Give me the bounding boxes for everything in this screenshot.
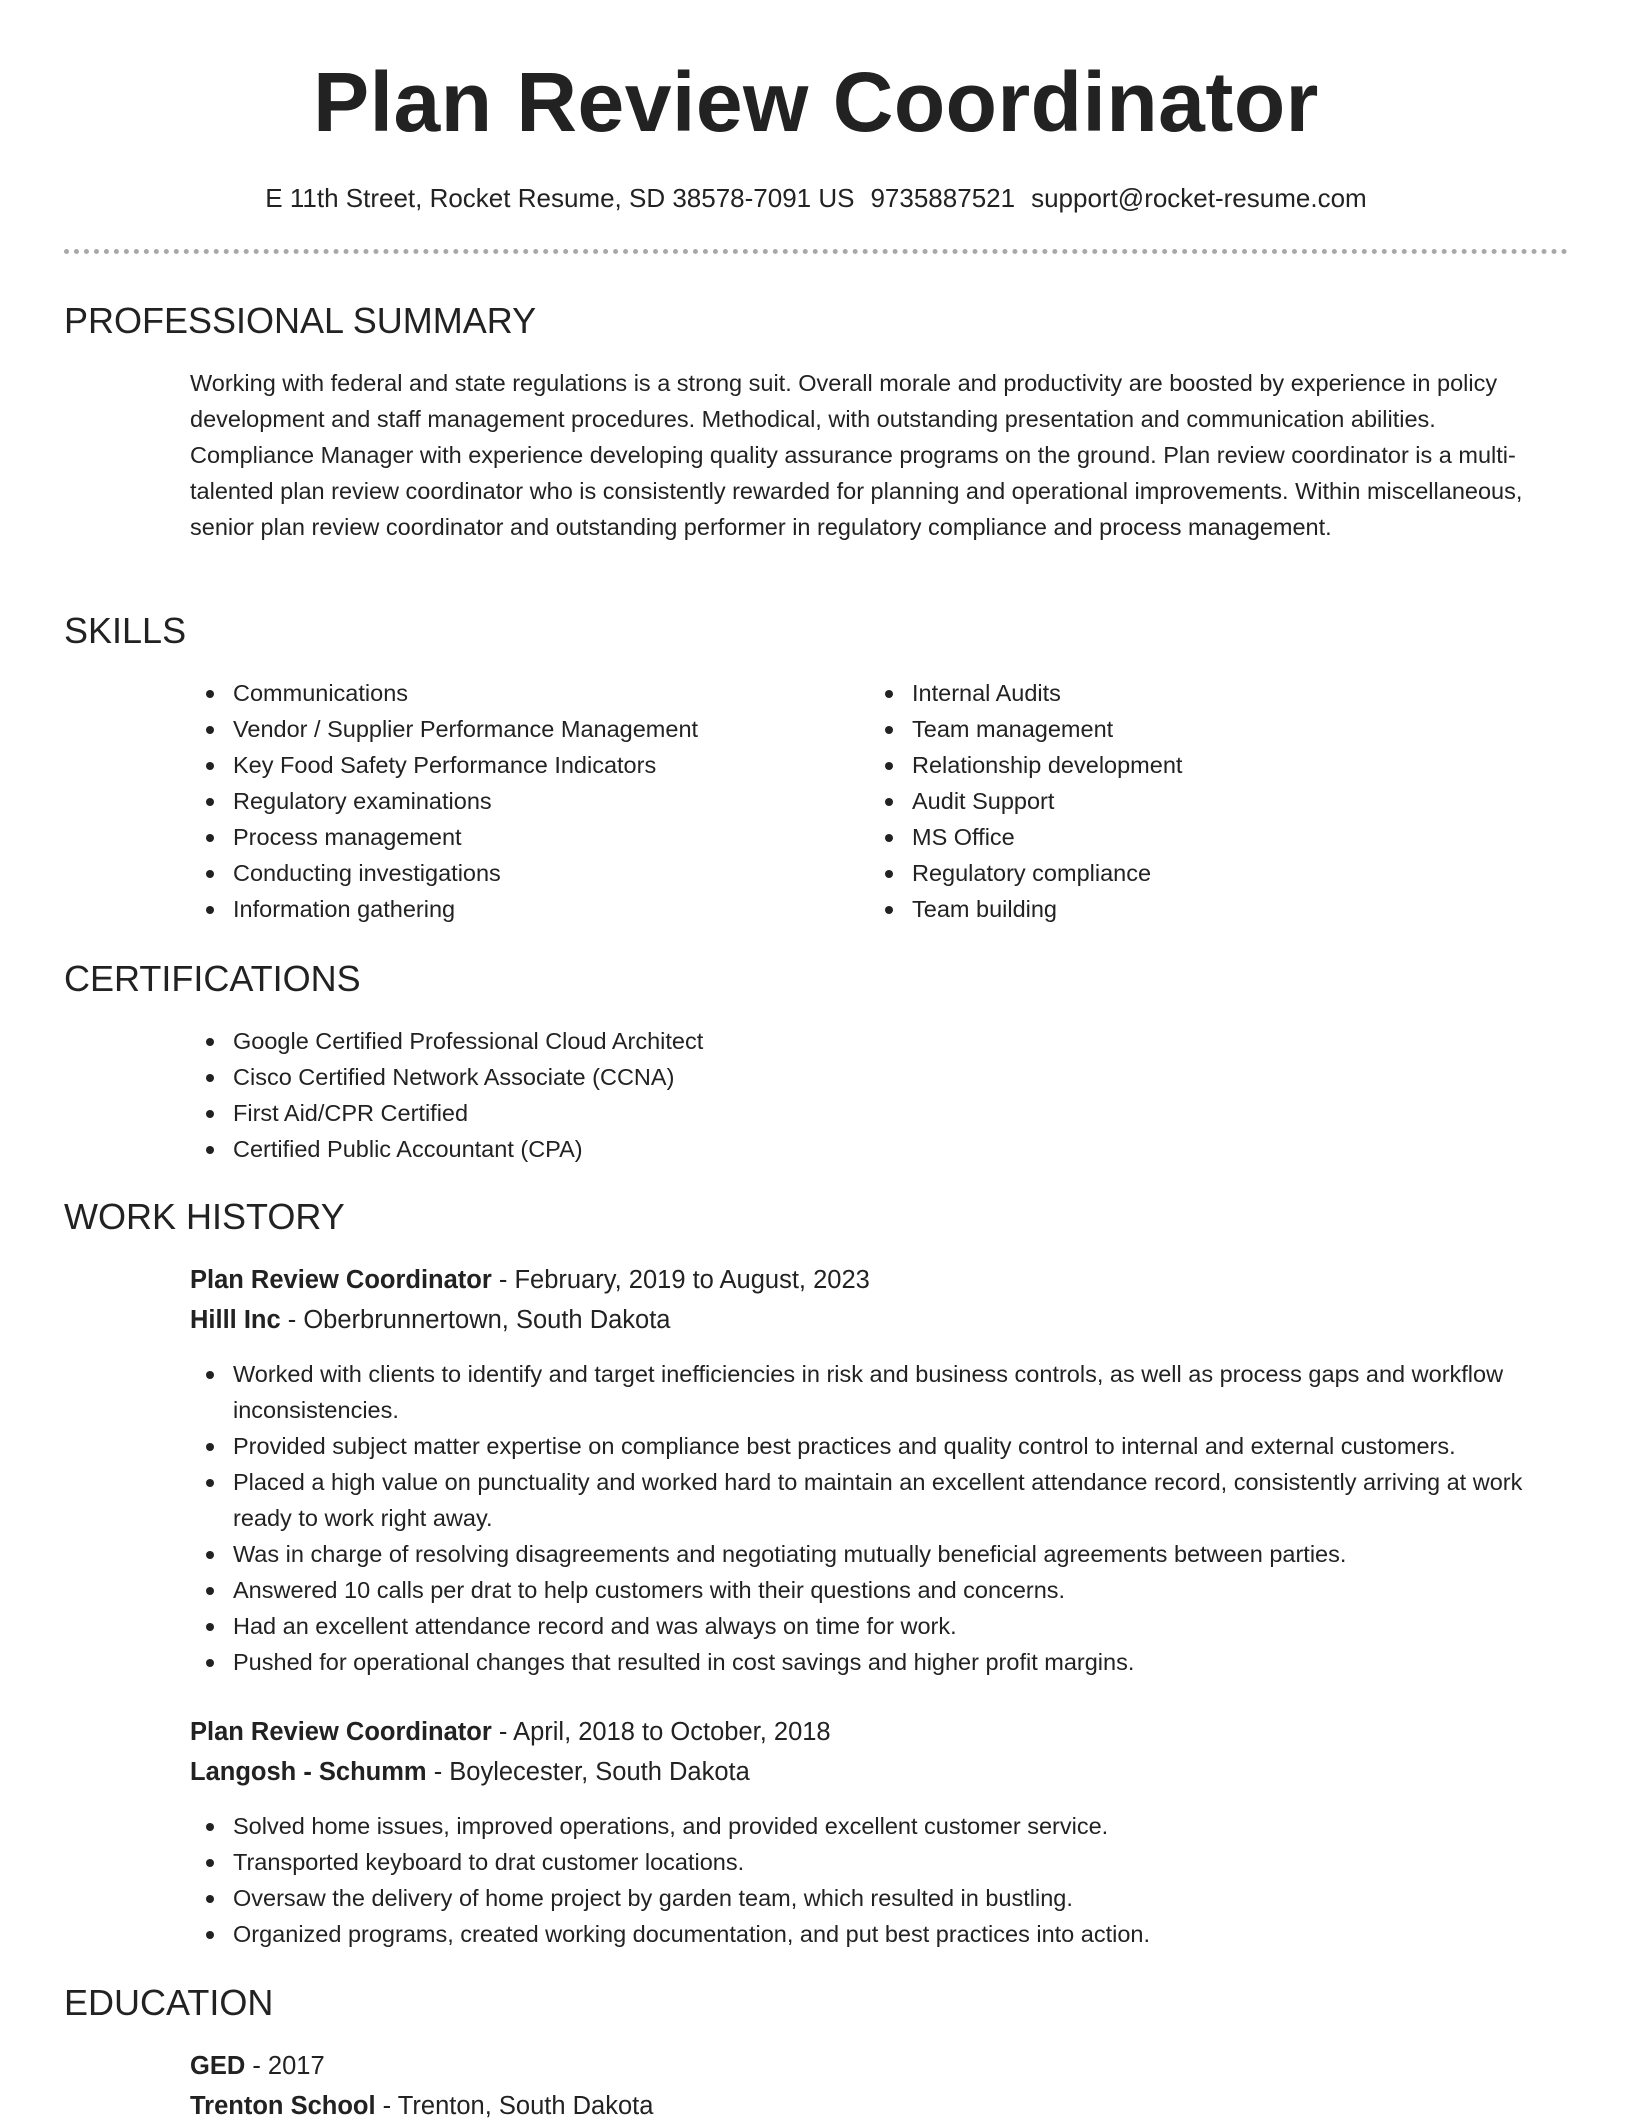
contact-email[interactable]: support@rocket-resume.com xyxy=(1031,183,1367,213)
job-bullet: Solved home issues, improved operations, and provided excellent customer service. xyxy=(190,1808,1550,1844)
job-title-line xyxy=(190,1714,831,1750)
education-degree-line xyxy=(190,2048,325,2084)
job-company: Hilll Inc xyxy=(190,1306,281,1334)
contact-phone: 9735887521 xyxy=(870,183,1016,213)
skill-item: Regulatory examinations xyxy=(190,783,850,819)
header-divider xyxy=(64,249,1568,254)
contact-address: E 11th Street, Rocket Resume, SD 38578-7091 US xyxy=(265,183,855,213)
skill-item: Communications xyxy=(190,675,850,711)
education-degree: GED xyxy=(190,2052,246,2080)
skill-item: Team management xyxy=(869,711,1529,747)
skill-item: Information gathering xyxy=(190,891,850,927)
job-company: Langosh - Schumm xyxy=(190,1758,427,1786)
skill-item: Process management xyxy=(190,819,850,855)
skills-section-title: SKILLS xyxy=(64,610,187,651)
job-bullet: Organized programs, created working documentation, and put best practices into action. xyxy=(190,1916,1550,1952)
certification-item: Certified Public Accountant (CPA) xyxy=(190,1131,1530,1167)
certifications-section-title: CERTIFICATIONS xyxy=(64,958,361,999)
certification-item: First Aid/CPR Certified xyxy=(190,1095,1530,1131)
skills-list-left xyxy=(190,675,850,927)
skill-item: Regulatory compliance xyxy=(869,855,1529,891)
job-bullets xyxy=(190,1808,1550,1952)
job-bullet: Pushed for operational changes that resulted in cost savings and higher profit margins. xyxy=(190,1644,1550,1680)
job-dates: - April, 2018 to October, 2018 xyxy=(491,1718,831,1746)
education-school-line xyxy=(190,2088,653,2124)
job-title-line xyxy=(190,1262,870,1298)
skill-item: Relationship development xyxy=(869,747,1529,783)
job-bullet: Placed a high value on punctuality and worked hard to maintain an excellent attendance record, consistently arriving at work ready to work right away. xyxy=(190,1464,1550,1536)
skill-item: Conducting investigations xyxy=(190,855,850,891)
education-school: Trenton School xyxy=(190,2092,376,2120)
skill-item: Key Food Safety Performance Indicators xyxy=(190,747,850,783)
job-role: Plan Review Coordinator xyxy=(190,1266,492,1294)
job-bullets xyxy=(190,1356,1550,1680)
job-bullet: Had an excellent attendance record and was always on time for work. xyxy=(190,1608,1550,1644)
job-bullet: Was in charge of resolving disagreements and negotiating mutually beneficial agreements between parties. xyxy=(190,1536,1550,1572)
certification-item: Google Certified Professional Cloud Architect xyxy=(190,1023,1530,1059)
education-section-title: EDUCATION xyxy=(64,1982,274,2023)
job-location: - Boylecester, South Dakota xyxy=(426,1758,750,1786)
summary-text: Working with federal and state regulations is a strong suit. Overall morale and productivity are boosted by experience in policy development and staff management procedures. Methodical, with outstanding presentation and communication abilities. Compliance Manager with experience developing quality assurance programs on the ground. Plan review coordinator is a multi-talented plan review coordinator who is consistently rewarded for planning and operational improvements. Within miscellaneous, senior plan review coordinator and outstanding performer in regulatory compliance and process management. xyxy=(190,370,1523,540)
skills-list-right xyxy=(869,675,1529,927)
education-year: - 2017 xyxy=(245,2052,325,2080)
job-bullet: Oversaw the delivery of home project by garden team, which resulted in bustling. xyxy=(190,1880,1550,1916)
job-bullet: Transported keyboard to drat customer locations. xyxy=(190,1844,1550,1880)
job-company-line xyxy=(190,1302,670,1338)
certification-item: Cisco Certified Network Associate (CCNA) xyxy=(190,1059,1530,1095)
skill-item: MS Office xyxy=(869,819,1529,855)
job-dates: - February, 2019 to August, 2023 xyxy=(491,1266,870,1294)
contact-line xyxy=(0,180,1632,216)
skill-item: Team building xyxy=(869,891,1529,927)
job-role: Plan Review Coordinator xyxy=(190,1718,492,1746)
job-location: - Oberbrunnertown, South Dakota xyxy=(280,1306,671,1334)
job-company-line xyxy=(190,1754,750,1790)
resume-name-heading: Plan Review Coordinator xyxy=(313,55,1319,149)
skill-item: Audit Support xyxy=(869,783,1529,819)
job-bullet: Worked with clients to identify and target inefficiencies in risk and business controls, as well as process gaps and workflow inconsistencies. xyxy=(190,1356,1550,1428)
work-history-section-title: WORK HISTORY xyxy=(64,1196,345,1237)
education-location: - Trenton, South Dakota xyxy=(375,2092,654,2120)
skill-item: Vendor / Supplier Performance Management xyxy=(190,711,850,747)
job-bullet: Provided subject matter expertise on compliance best practices and quality control to internal and external customers. xyxy=(190,1428,1550,1464)
job-bullet: Answered 10 calls per drat to help customers with their questions and concerns. xyxy=(190,1572,1550,1608)
summary-section-title: PROFESSIONAL SUMMARY xyxy=(64,300,537,341)
certifications-list xyxy=(190,1023,1530,1167)
skill-item: Internal Audits xyxy=(869,675,1529,711)
